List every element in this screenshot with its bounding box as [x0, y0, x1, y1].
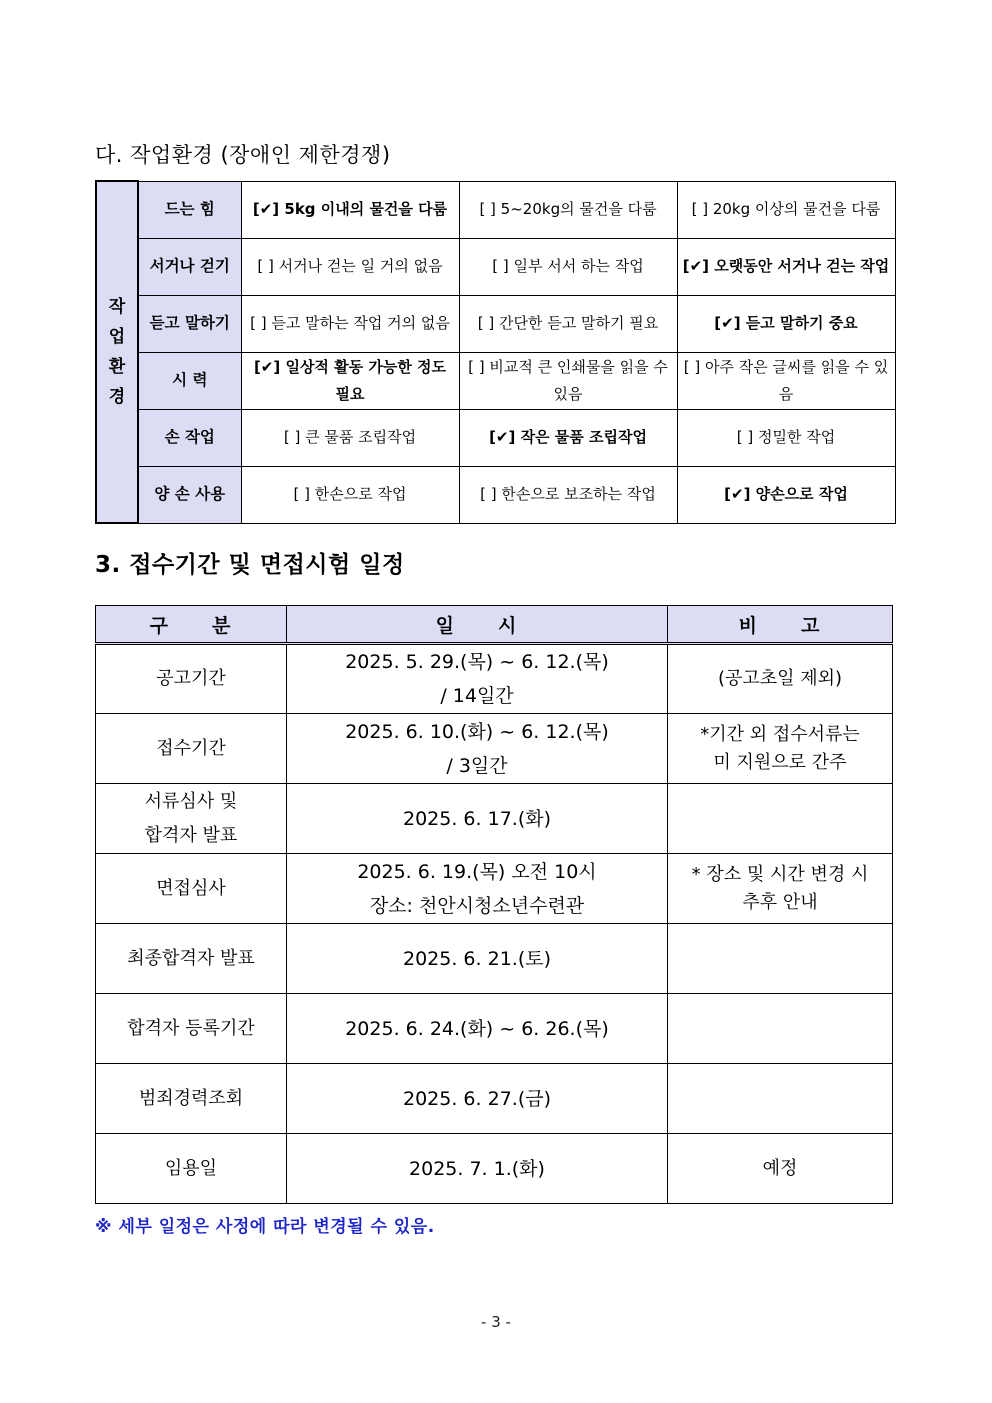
env-option: [✔] 오랫동안 서거나 걷는 작업 — [677, 238, 895, 295]
schedule-row — [96, 784, 893, 854]
schedule-note: * 장소 및 시간 변경 시 추후 안내 — [668, 854, 893, 924]
env-option: [ ] 일부 서서 하는 작업 — [459, 238, 677, 295]
schedule-row — [96, 644, 893, 714]
schedule-datetime: 2025. 6. 17.(화) — [287, 784, 668, 854]
page-number: - 3 - — [481, 1313, 511, 1331]
header-note: 비 고 — [668, 606, 893, 644]
schedule-datetime: 2025. 5. 29.(목) ~ 6. 12.(목) / 14일간 — [287, 644, 668, 714]
env-option: [ ] 비교적 큰 인쇄물을 읽을 수 있음 — [459, 352, 677, 409]
env-option: [✔] 양손으로 작업 — [677, 466, 895, 523]
schedule-note — [668, 994, 893, 1064]
env-row-label: 손 작업 — [138, 409, 241, 466]
schedule-datetime: 2025. 6. 10.(화) ~ 6. 12.(목) / 3일간 — [287, 714, 668, 784]
env-option: [ ] 서거나 걷는 일 거의 없음 — [241, 238, 459, 295]
schedule-row — [96, 854, 893, 924]
schedule-note: (공고초일 제외) — [668, 644, 893, 714]
schedule-row — [96, 994, 893, 1064]
schedule-category: 최종합격자 발표 — [96, 924, 287, 994]
env-row-label: 듣고 말하기 — [138, 295, 241, 352]
env-row-label: 시 력 — [138, 352, 241, 409]
env-row — [96, 295, 895, 352]
env-row — [96, 352, 895, 409]
schedule-note — [668, 924, 893, 994]
schedule-table — [95, 605, 893, 1204]
schedule-note — [668, 784, 893, 854]
env-option: [ ] 큰 물품 조립작업 — [241, 409, 459, 466]
schedule-row — [96, 1134, 893, 1204]
env-option: [ ] 정밀한 작업 — [677, 409, 895, 466]
env-side-label: 작 업 환 경 — [96, 181, 138, 523]
env-row-label: 드는 힘 — [138, 181, 241, 238]
schedule-row — [96, 1064, 893, 1134]
schedule-row — [96, 714, 893, 784]
env-option: [✔] 5kg 이내의 물건을 다룸 — [241, 181, 459, 238]
schedule-category: 접수기간 — [96, 714, 287, 784]
schedule-category: 서류심사 및 합격자 발표 — [96, 784, 287, 854]
env-row-label: 양 손 사용 — [138, 466, 241, 523]
schedule-category: 임용일 — [96, 1134, 287, 1204]
schedule-note: 예정 — [668, 1134, 893, 1204]
schedule-note: *기간 외 접수서류는 미 지원으로 간주 — [668, 714, 893, 784]
env-row-label: 서거나 걷기 — [138, 238, 241, 295]
env-option: [✔] 듣고 말하기 중요 — [677, 295, 895, 352]
env-option: [ ] 한손으로 보조하는 작업 — [459, 466, 677, 523]
schedule-datetime: 2025. 6. 24.(화) ~ 6. 26.(목) — [287, 994, 668, 1064]
env-row — [96, 409, 895, 466]
env-option: [ ] 아주 작은 글씨를 읽을 수 있음 — [677, 352, 895, 409]
env-row — [96, 466, 895, 523]
env-option: [ ] 5~20kg의 물건을 다룸 — [459, 181, 677, 238]
section-3-heading: 3. 접수기간 및 면접시험 일정 — [95, 552, 405, 578]
schedule-datetime: 2025. 6. 27.(금) — [287, 1064, 668, 1134]
schedule-category: 면접심사 — [96, 854, 287, 924]
env-option: [ ] 듣고 말하는 작업 거의 없음 — [241, 295, 459, 352]
schedule-row — [96, 924, 893, 994]
env-option: [ ] 간단한 듣고 말하기 필요 — [459, 295, 677, 352]
env-option: [✔] 작은 물품 조립작업 — [459, 409, 677, 466]
env-option: [ ] 한손으로 작업 — [241, 466, 459, 523]
header-category: 구 분 — [96, 606, 287, 644]
schedule-header-row — [96, 606, 893, 644]
env-row — [96, 238, 895, 295]
section-d-heading: 다. 작업환경 (장애인 제한경쟁) — [95, 143, 391, 167]
schedule-note — [668, 1064, 893, 1134]
schedule-datetime: 2025. 7. 1.(화) — [287, 1134, 668, 1204]
schedule-category: 공고기간 — [96, 644, 287, 714]
env-row — [96, 181, 895, 238]
env-option: [ ] 20kg 이상의 물건을 다룸 — [677, 181, 895, 238]
schedule-datetime: 2025. 6. 19.(목) 오전 10시 장소: 천안시청소년수련관 — [287, 854, 668, 924]
header-datetime: 일 시 — [287, 606, 668, 644]
schedule-datetime: 2025. 6. 21.(토) — [287, 924, 668, 994]
schedule-category: 합격자 등록기간 — [96, 994, 287, 1064]
env-option: [✔] 일상적 활동 가능한 정도 필요 — [241, 352, 459, 409]
schedule-category: 범죄경력조회 — [96, 1064, 287, 1134]
work-environment-table — [95, 180, 896, 524]
schedule-footnote: ※ 세부 일정은 사정에 따라 변경될 수 있음. — [95, 1217, 435, 1237]
